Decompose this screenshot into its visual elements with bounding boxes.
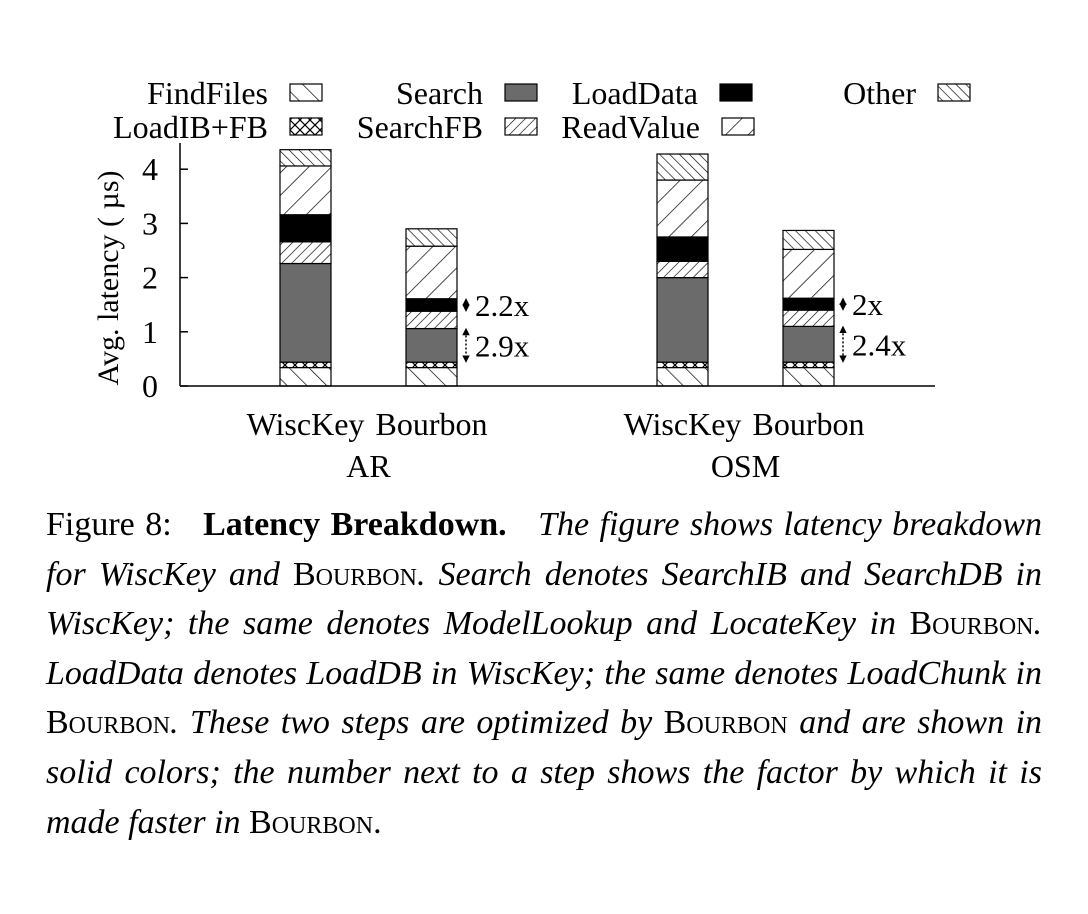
caption-label: Figure 8: — [46, 506, 172, 543]
caption-text-5: and are shown in solid colors; the number next to a step shows the factor by which it is made faster in — [46, 704, 1043, 841]
bar-segment-loaddata — [280, 215, 331, 242]
caption-text-3: . LoadData denotes LoadDB in WiscKey; the same denotes LoadChunk in — [46, 605, 1042, 692]
legend-item-other — [843, 75, 970, 111]
bar-segment-loaddata — [657, 237, 708, 261]
caption-title: Latency Breakdown. — [203, 506, 507, 543]
bar-segment-search — [406, 329, 457, 363]
x-group-label-osm: OSM — [710, 448, 781, 484]
caption-text-6: . — [373, 803, 382, 841]
bar-segment-findfiles — [406, 368, 457, 386]
bar-segment-other — [783, 230, 834, 249]
y-tick-label: 4 — [142, 151, 158, 188]
caption-bourbon-3: Bourbon — [46, 704, 171, 742]
bar-segment-search — [783, 326, 834, 362]
bar-segment-searchfb — [783, 310, 834, 326]
legend-item-loaddata — [572, 75, 752, 111]
bar-segment-searchfb — [657, 261, 708, 277]
legend-swatch — [938, 84, 970, 101]
legend-label: FindFiles — [147, 75, 268, 111]
y-tick-label: 2 — [142, 259, 158, 296]
bar-segment-findfiles — [783, 368, 834, 386]
caption-bourbon-4: Bourbon — [663, 704, 788, 742]
caption-bourbon-1: Bourbon — [292, 555, 417, 593]
bar-segment-searchfb — [406, 311, 457, 328]
bar-segment-readvalue — [406, 246, 457, 299]
bar-segment-readvalue — [280, 166, 331, 215]
bar-segment-loadib-fb — [783, 362, 834, 367]
legend-label: Other — [843, 75, 916, 111]
y-tick-label: 0 — [142, 368, 158, 404]
y-axis-label: Avg. latency ( µs) — [92, 170, 125, 386]
legend-swatch — [722, 118, 754, 135]
legend-swatch — [290, 118, 322, 135]
bar-segment-searchfb — [280, 242, 331, 264]
bar-segment-readvalue — [783, 249, 834, 298]
bar-segment-other — [406, 229, 457, 246]
legend-swatch — [720, 84, 752, 101]
bar-segment-loadib-fb — [406, 362, 457, 367]
y-axis — [142, 143, 188, 404]
bar-segment-findfiles — [657, 368, 708, 386]
legend-item-searchfb — [357, 109, 537, 145]
legend-label: SearchFB — [356, 109, 483, 145]
legend-label: Search — [395, 75, 483, 111]
y-tick-label: 1 — [142, 313, 158, 350]
x-tick-label-bourbon: Bourbon — [752, 406, 865, 442]
bar-stack-ar-bourbon — [406, 229, 457, 386]
legend-item-loadib-fb — [113, 109, 322, 145]
legend-swatch — [290, 84, 322, 101]
bar-stack-osm-bourbon — [783, 230, 834, 386]
legend-item-search — [396, 75, 537, 111]
legend-swatch — [505, 118, 537, 135]
legend-item-readvalue — [561, 109, 754, 145]
speedup-label: 2.2x — [475, 287, 530, 323]
bar-segment-loaddata — [783, 298, 834, 310]
bar-segment-search — [280, 264, 331, 363]
figure-caption — [46, 500, 1042, 847]
caption-text-1: The figure shows latency breakdown for WiscKey and — [46, 506, 1043, 593]
x-group-label-ar: AR — [346, 448, 391, 484]
legend-swatch — [505, 84, 537, 101]
bar-segment-search — [657, 278, 708, 363]
legend-item-findfiles — [147, 75, 322, 111]
caption-bourbon-2: Bourbon — [909, 605, 1034, 643]
speedup-label: 2.4x — [852, 327, 907, 363]
caption-bourbon-5: Bourbon — [249, 803, 374, 841]
chart-legend — [113, 75, 970, 145]
bar-segment-other — [280, 150, 331, 166]
bar-segment-loadib-fb — [280, 362, 331, 367]
x-axis — [180, 386, 935, 484]
bar-segment-loaddata — [406, 299, 457, 311]
caption-text-4: . These two steps are optimized by — [170, 704, 653, 742]
legend-label: LoadIB+FB — [113, 109, 268, 145]
bar-stack-osm-wisckey — [657, 154, 708, 386]
caption-text-2: . Search denotes SearchIB and SearchDB in WiscKey; the same denotes ModelLookup and LocateKey in — [46, 555, 1042, 643]
legend-label: ReadValue — [561, 109, 700, 145]
legend-label: LoadData — [571, 75, 698, 111]
bar-segment-findfiles — [280, 368, 331, 386]
y-tick-label: 3 — [142, 205, 158, 242]
speedup-label: 2.9x — [475, 328, 530, 364]
bar-segment-loadib-fb — [657, 362, 708, 367]
bar-segment-readvalue — [657, 180, 708, 237]
speedup-label: 2x — [852, 287, 883, 323]
x-tick-label-wisckey: WiscKey — [623, 406, 742, 442]
bar-segment-other — [657, 154, 708, 180]
x-tick-label-bourbon: Bourbon — [375, 406, 488, 442]
bar-stack-ar-wisckey — [280, 150, 331, 386]
x-tick-label-wisckey: WiscKey — [246, 406, 365, 442]
bar-stacks — [280, 150, 834, 386]
